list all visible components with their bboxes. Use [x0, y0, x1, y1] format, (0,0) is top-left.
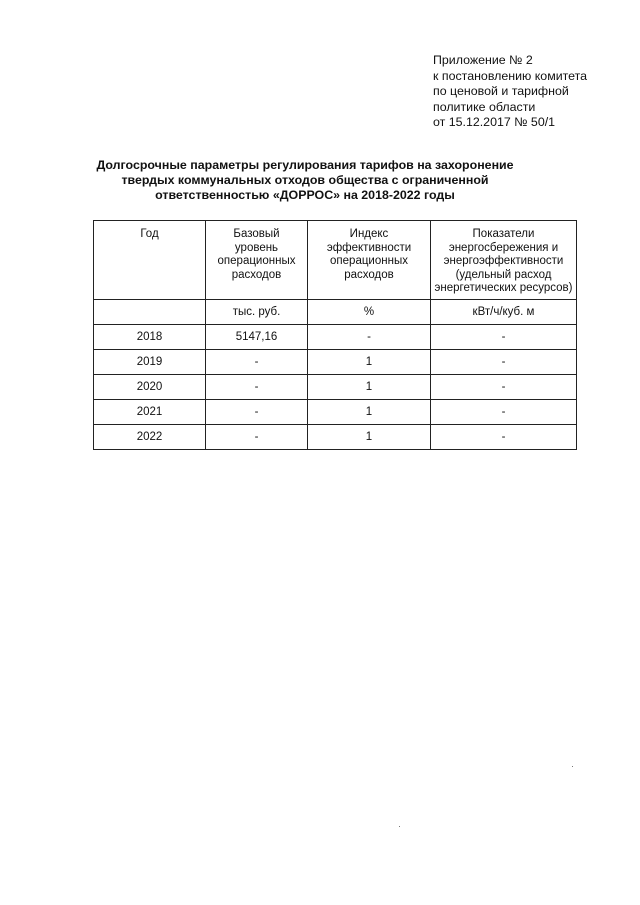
appendix-line: к постановлению комитета: [433, 68, 588, 83]
header-line: энергоэффективности: [443, 255, 564, 267]
unit-cell: кВт/ч/куб. м: [431, 300, 577, 325]
title-line: ответственностью «ДОРРОС» на 2018-2022 годы: [155, 188, 455, 202]
appendix-line: от 15.12.2017 № 50/1: [433, 115, 556, 129]
unit-cell: %: [308, 300, 431, 325]
title-line: твердых коммунальных отходов общества с ограниченной: [121, 173, 489, 187]
header-line: Базовый: [233, 228, 280, 240]
table-row: [94, 425, 577, 450]
cell-year: 2020: [94, 375, 206, 400]
cell-energy-indicator: -: [431, 425, 577, 450]
table-row: [94, 350, 577, 375]
cell-base-level: 5147,16: [206, 325, 308, 350]
header-line: расходов: [231, 268, 282, 281]
scan-speck: [399, 826, 400, 827]
cell-base-level: -: [206, 350, 308, 375]
table-row: [94, 325, 577, 350]
cell-efficiency-index: 1: [308, 350, 431, 375]
cell-efficiency-index: -: [308, 325, 431, 350]
cell-base-level: -: [206, 375, 308, 400]
table-row: [94, 375, 577, 400]
parameters-table: [93, 220, 577, 450]
cell-year: 2022: [94, 425, 206, 450]
cell-year: 2019: [94, 350, 206, 375]
scan-speck: [572, 766, 573, 767]
header-line: энергетических ресурсов): [434, 282, 573, 294]
cell-energy-indicator: -: [431, 325, 577, 350]
cell-energy-indicator: -: [431, 350, 577, 375]
appendix-line: Приложение № 2: [433, 53, 533, 67]
header-line: расходов: [344, 268, 394, 281]
header-efficiency-index: [308, 221, 431, 300]
appendix-reference: [433, 53, 633, 131]
cell-energy-indicator: -: [431, 400, 577, 425]
header-line: операционных: [330, 255, 408, 267]
table-header-row: [94, 221, 577, 300]
header-line: (удельный расход: [455, 268, 552, 281]
cell-energy-indicator: -: [431, 375, 577, 400]
header-line: энергосбережения и: [448, 241, 559, 254]
appendix-line: по ценовой и тарифной: [433, 84, 569, 98]
table-row: [94, 400, 577, 425]
cell-year: 2018: [94, 325, 206, 350]
header-line: Показатели: [472, 228, 535, 240]
unit-cell: тыс. руб.: [206, 300, 308, 325]
cell-base-level: -: [206, 425, 308, 450]
header-line: Индекс: [349, 228, 389, 240]
cell-efficiency-index: 1: [308, 400, 431, 425]
header-energy-indicators: [431, 221, 577, 300]
document-title: [90, 158, 520, 203]
cell-base-level: -: [206, 400, 308, 425]
units-row: [94, 300, 577, 325]
header-line: Год: [140, 228, 159, 240]
title-line: Долгосрочные параметры регулирования тарифов на захоронение: [96, 158, 514, 172]
header-line: уровень: [234, 241, 279, 254]
header-base-level: [206, 221, 308, 300]
unit-cell: [94, 300, 206, 325]
header-year: [94, 221, 206, 300]
cell-efficiency-index: 1: [308, 375, 431, 400]
header-line: эффективности: [326, 241, 412, 254]
header-line: операционных: [217, 255, 296, 267]
cell-year: 2021: [94, 400, 206, 425]
appendix-line: политике области: [433, 99, 536, 114]
cell-efficiency-index: 1: [308, 425, 431, 450]
